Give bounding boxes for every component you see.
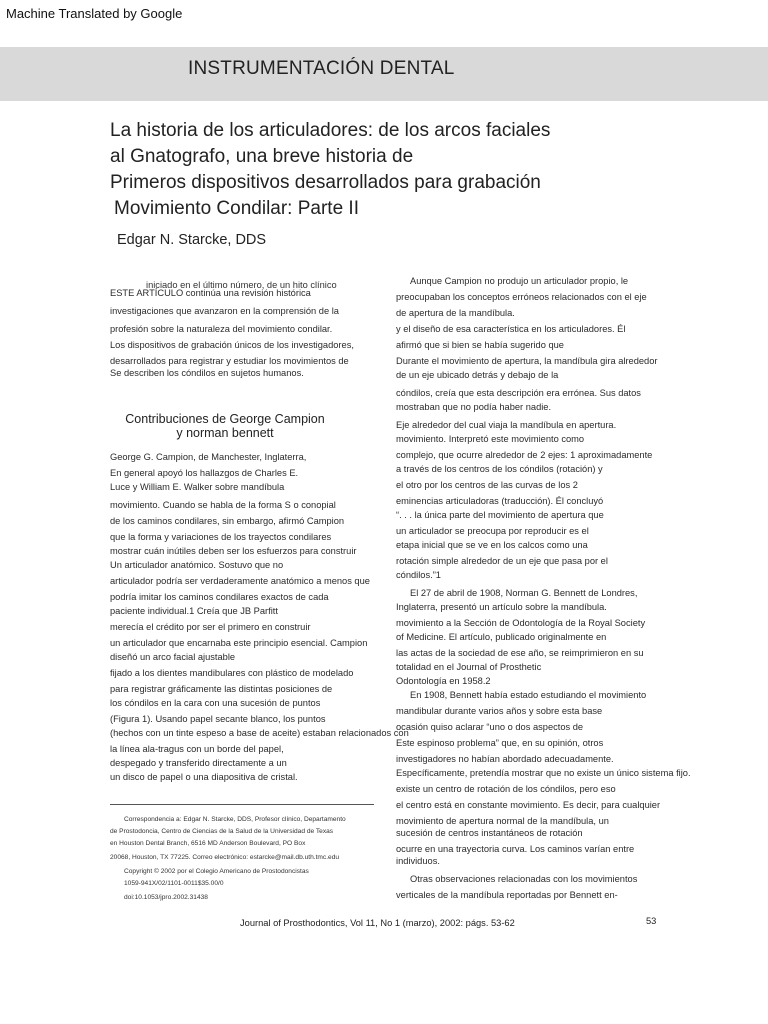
text-line: y el diseño de esa característica en los articuladores. Él bbox=[396, 324, 626, 334]
text-line: un articulador se preocupa por reproducir es el bbox=[396, 526, 589, 536]
title-line: La historia de los articuladores: de los arcos faciales bbox=[110, 120, 551, 141]
text-line: para registrar gráficamente las distintas posiciones de bbox=[110, 684, 333, 694]
text-line: de los caminos condilares, sin embargo, afirmó Campion bbox=[110, 516, 345, 526]
title-line: Primeros dispositivos desarrollados para grabación bbox=[110, 172, 541, 193]
text-line: complejo, que ocurre alrededor de 2 ejes: 1 aproximadamente bbox=[396, 450, 653, 460]
text-line: movimiento. Cuando se habla de la forma S o conopial bbox=[110, 500, 336, 510]
journal-citation: Journal of Prosthodontics, Vol 11, No 1 (marzo), 2002: págs. 53-62 bbox=[240, 918, 515, 928]
text-line: la línea ala-tragus con un borde del papel, bbox=[110, 744, 284, 754]
text-line: Odontología en 1958.2 bbox=[396, 676, 491, 686]
text-line: articulador podría ser verdaderamente anatómico a menos que bbox=[110, 576, 370, 586]
text-line: Otras observaciones relacionadas con los movimientos bbox=[410, 874, 638, 884]
text-line: afirmó que si bien se había sugerido que bbox=[396, 340, 564, 350]
text-line: mostraban que no podía haber nadie. bbox=[396, 402, 552, 412]
article-title bbox=[110, 118, 670, 222]
page-number: 53 bbox=[646, 916, 657, 926]
text-line: Aunque Campion no produjo un articulador propio, le bbox=[410, 276, 629, 286]
text-line: merecía el crédito por ser el primero en construir bbox=[110, 622, 311, 632]
text-line: paciente individual.1 Creía que JB Parfitt bbox=[110, 606, 278, 616]
text-line: Inglaterra, presentó un artículo sobre la mandíbula. bbox=[396, 602, 607, 612]
text-line: diseñó un arco facial ajustable bbox=[110, 652, 236, 662]
author-name: Edgar N. Starcke, DDS bbox=[117, 232, 267, 248]
text-line: ESTE ARTÍCULO continúa una revisión histórica bbox=[110, 288, 311, 298]
footnote-line: Copyright © 2002 por el Colegio Americano de Prostodoncistas bbox=[124, 868, 309, 875]
text-line: Los dispositivos de grabación únicos de los investigadores, bbox=[110, 340, 354, 350]
footnote-line: Correspondencia a: Edgar N. Starcke, DDS, Profesor clínico, Departamento bbox=[124, 816, 346, 823]
text-line: En 1908, Bennett había estado estudiando el movimiento bbox=[410, 690, 647, 700]
text-line: de apertura de la mandíbula. bbox=[396, 308, 515, 318]
text-line: preocupaban los conceptos erróneos relacionados con el eje bbox=[396, 292, 647, 302]
text-line: el otro por los centros de las curvas de los 2 bbox=[396, 480, 578, 490]
text-line: Luce y William E. Walker sobre mandíbula bbox=[110, 482, 285, 492]
footnote-line: 20068, Houston, TX 77225. Correo electrónico: estarcke@mail.db.uth.tmc.edu bbox=[110, 854, 340, 861]
text-line: a través de los centros de los cóndilos (rotación) y bbox=[396, 464, 603, 474]
text-line: El 27 de abril de 1908, Norman G. Bennett de Londres, bbox=[410, 588, 638, 598]
text-line: Eje alrededor del cual viaja la mandíbula en apertura. bbox=[396, 420, 617, 430]
text-line: podría imitar los caminos condilares exactos de cada bbox=[110, 592, 329, 602]
text-line: investigaciones que avanzaron en la comprensión de la bbox=[110, 306, 339, 316]
title-line: al Gnatografo, una breve historia de bbox=[110, 146, 414, 167]
footnote-line: doi:10.1053/jpro.2002.31438 bbox=[124, 894, 208, 901]
text-line: un articulador que encarnaba este principio esencial. Campion bbox=[110, 638, 368, 648]
text-line: cóndilos, creía que esta descripción era errónea. Sus datos bbox=[396, 388, 641, 398]
text-line: desarrollados para registrar y estudiar los movimientos de bbox=[110, 356, 349, 366]
text-line: el centro está en constante movimiento. Es decir, para cualquier bbox=[396, 800, 661, 810]
translation-note: Machine Translated by Google bbox=[6, 6, 183, 21]
text-line: rotación simple alrededor de un eje que pasa por el bbox=[396, 556, 608, 566]
text-line: existe un centro de rotación de los cóndilos, pero eso bbox=[396, 784, 616, 794]
text-line: verticales de la mandíbula reportadas por Bennett en- bbox=[396, 890, 618, 900]
text-line: individuos. bbox=[396, 856, 440, 866]
text-line: (hechos con un tinte espeso a base de aceite) estaban relacionados con bbox=[110, 728, 409, 738]
text-line: eminencias articuladoras (traducción). Él concluyó bbox=[396, 496, 604, 506]
text-line: Específicamente, pretendía mostrar que no existe un único sistema fijo. bbox=[396, 768, 691, 778]
text-line: George G. Campion, de Manchester, Inglaterra, bbox=[110, 452, 307, 462]
text-line: movimiento de apertura normal de la mandíbula, un bbox=[396, 816, 609, 826]
text-line: fijado a los dientes mandibulares con plástico de modelado bbox=[110, 668, 354, 678]
text-line: cóndilos.”1 bbox=[396, 570, 441, 580]
text-line: Este espinoso problema” que, en su opinión, otros bbox=[396, 738, 604, 748]
text-line: mandibular durante varios años y sobre esta base bbox=[396, 706, 603, 716]
text-line: totalidad en el Journal of Prosthetic bbox=[396, 662, 542, 672]
text-line: movimiento. Interpretó este movimiento como bbox=[396, 434, 585, 444]
title-line: Movimiento Condilar: Parte II bbox=[114, 198, 359, 219]
intro-overlap-text: iniciado en el último número, de un hito clínico bbox=[146, 280, 337, 290]
footnote-line: 1059-941X/02/1101-0011$35.00/0 bbox=[124, 880, 224, 887]
text-line: of Medicine. El artículo, publicado originalmente en bbox=[396, 632, 607, 642]
text-line: En general apoyó los hallazgos de Charles E. bbox=[110, 468, 299, 478]
subheading-line: Contribuciones de George Campion bbox=[125, 412, 325, 426]
text-line: Un articulador anatómico. Sostuvo que no bbox=[110, 560, 284, 570]
text-line: etapa inicial que se ve en los calcos como una bbox=[396, 540, 588, 550]
text-line: de un eje ubicado detrás y debajo de la bbox=[396, 370, 559, 380]
text-line: “. . . la única parte del movimiento de apertura que bbox=[396, 510, 604, 520]
text-line: que la forma y variaciones de los trayectos condilares bbox=[110, 532, 332, 542]
text-line: ocasión quiso aclarar “uno o dos aspectos de bbox=[396, 722, 584, 732]
text-line: sucesión de centros instantáneos de rotación bbox=[396, 828, 583, 838]
footnote-line: en Houston Dental Branch, 6516 MD Anderson Boulevard, PO Box bbox=[110, 840, 306, 847]
subheading-line: y norman bennett bbox=[176, 426, 274, 440]
text-line: investigadores no habían abordado adecuadamente. bbox=[396, 754, 614, 764]
text-line: movimiento a la Sección de Odontología de la Royal Society bbox=[396, 618, 646, 628]
text-line: mostrar cuán inútiles deben ser los esfuerzos para construir bbox=[110, 546, 357, 556]
text-line: ocurre en una trayectoria curva. Los caminos varían entre bbox=[396, 844, 635, 854]
text-line: Se describen los cóndilos en sujetos humanos. bbox=[110, 368, 304, 378]
text-line: los cóndilos en la cara con una sucesión de puntos bbox=[110, 698, 321, 708]
text-line: Durante el movimiento de apertura, la mandíbula gira alrededor bbox=[396, 356, 658, 366]
text-line: despegado y transferido directamente a un bbox=[110, 758, 287, 768]
text-line: profesión sobre la naturaleza del movimiento condilar. bbox=[110, 324, 333, 334]
section-title: INSTRUMENTACIÓN DENTAL bbox=[188, 58, 455, 79]
footnote-line: de Prostodoncia, Centro de Ciencias de la Salud de la Universidad de Texas bbox=[110, 828, 334, 835]
text-line: (Figura 1). Usando papel secante blanco, los puntos bbox=[110, 714, 326, 724]
footnote-rule bbox=[110, 804, 374, 805]
section-subheading bbox=[110, 412, 340, 440]
text-line: las actas de la sociedad de ese año, se reimprimieron en su bbox=[396, 648, 644, 658]
text-line: un disco de papel o una diapositiva de cristal. bbox=[110, 772, 298, 782]
